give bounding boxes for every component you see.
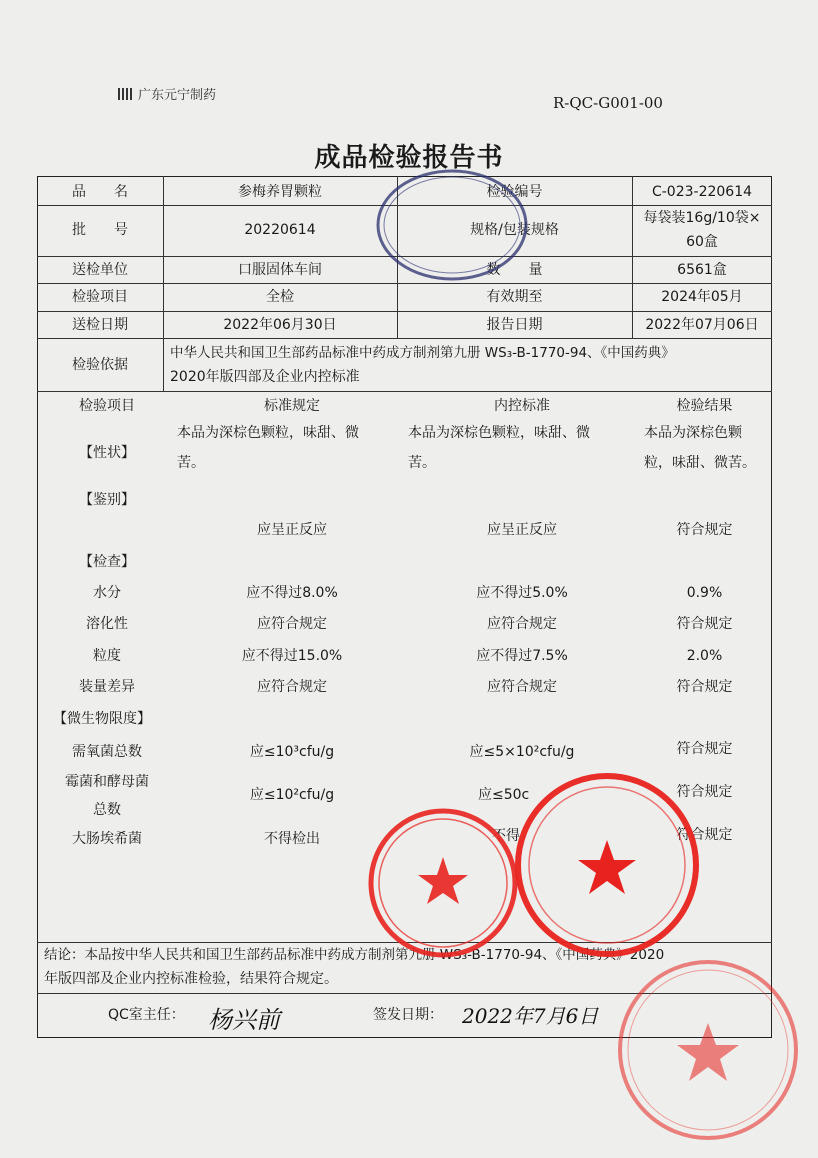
company-logo (118, 84, 216, 103)
issue-date-handwritten: 2022年7月6日 (462, 1004, 599, 1028)
micro-row-int: 应≤50c (478, 787, 530, 803)
micro-row-name-line2: 总数 (93, 802, 121, 818)
row-divider (37, 256, 772, 257)
row-divider (37, 205, 772, 206)
micro-row-name: 需氧菌总数 (72, 744, 142, 760)
micro-row-res: 符合规定 (676, 741, 733, 757)
report-date-value: 2022年07月06日 (645, 317, 759, 333)
batch-value: 20220614 (244, 222, 316, 238)
inspection-row-res: 2.0% (686, 648, 723, 664)
document-number: R-QC-G001-00 (553, 94, 663, 112)
basis-line1: 中华人民共和国卫生部药品标准中药成方制剂第九册 WS₃-B-1770-94、《中国药典》 (170, 345, 675, 361)
conclusion-line1: 结论：本品按中华人民共和国卫生部药品标准中药成方制剂第九册 WS₃-B-1770-94、《中国药典》2020 (44, 947, 665, 963)
item-label: 检验项目 (72, 289, 128, 305)
row-divider (37, 283, 772, 284)
micro-row-int: 应≤5×10²cfu/g (469, 744, 575, 760)
dept-value: 口服固体车间 (238, 262, 322, 278)
expiry-value: 2024年05月 (661, 289, 743, 305)
page-title: 成品检验报告书 (314, 143, 504, 173)
section-appearance: 【性状】 (79, 445, 135, 461)
report-no-label: 检验编号 (486, 184, 543, 200)
header-internal: 内控标准 (494, 398, 550, 414)
inspection-row-std: 应符合规定 (257, 679, 327, 695)
identification-res: 符合规定 (676, 522, 733, 538)
qc-signature: 杨兴前 (208, 1006, 280, 1034)
appearance-int-line1: 本品为深棕色颗粒，味甜、微 (408, 425, 590, 441)
submit-date-value: 2022年06月30日 (223, 317, 337, 333)
dept-label: 送检单位 (72, 262, 128, 278)
appearance-int-line2: 苦。 (408, 455, 436, 471)
spec-label: 规格/包装规格 (470, 222, 559, 238)
report-date-label: 报告日期 (486, 317, 543, 333)
spec-value-line2: 60盒 (686, 234, 718, 250)
product-name-value: 参梅养胃颗粒 (238, 184, 322, 200)
issue-label: 签发日期： (373, 1007, 443, 1023)
report-no-value: C-023-220614 (651, 184, 753, 200)
appearance-res-line2: 粒，味甜、微苦。 (644, 455, 756, 471)
batch-label: 批 号 (72, 222, 128, 238)
identification-std: 应呈正反应 (257, 522, 327, 538)
inspection-row-int: 应不得过7.5% (476, 648, 568, 664)
inspection-row-int: 应符合规定 (487, 616, 557, 632)
logo-icon (118, 88, 132, 100)
item-value: 全检 (266, 289, 294, 305)
appearance-std-line2: 苦。 (177, 455, 205, 471)
qty-label: 数 量 (486, 262, 543, 278)
inspection-row-name: 溶化性 (86, 616, 128, 632)
basis-line2: 2020年版四部及企业内控标准 (170, 369, 360, 385)
inspection-row-res: 符合规定 (676, 616, 733, 632)
inspection-row-std: 应不得过8.0% (246, 585, 338, 601)
section-identification: 【鉴别】 (79, 492, 135, 508)
section-inspection: 【检查】 (79, 554, 135, 570)
submit-date-label: 送检日期 (72, 317, 128, 333)
section-micro: 【微生物限度】 (53, 711, 151, 727)
product-name-label: 品 名 (72, 184, 128, 200)
basis-label: 检验依据 (72, 357, 128, 373)
micro-row-res: 符合规定 (676, 827, 733, 843)
inspection-row-int: 应符合规定 (487, 679, 557, 695)
header-result: 检验结果 (676, 398, 733, 414)
row-divider (37, 942, 772, 943)
row-divider (37, 338, 772, 339)
expiry-label: 有效期至 (486, 289, 543, 305)
row-divider (37, 391, 772, 392)
micro-row-res: 符合规定 (676, 784, 733, 800)
qc-label: QC室主任： (108, 1007, 185, 1023)
inspection-row-name: 装量差异 (79, 679, 135, 695)
appearance-res-line1: 本品为深棕色颗 (644, 425, 742, 441)
qty-value: 6561盒 (677, 262, 727, 278)
micro-row-name: 大肠埃希菌 (72, 831, 142, 847)
inspection-row-std: 应符合规定 (257, 616, 327, 632)
micro-row-std: 不得检出 (264, 831, 320, 847)
spec-value-line1: 每袋装16g/10袋× (643, 210, 761, 226)
conclusion-line2: 年版四部及企业内控标准检验，结果符合规定。 (44, 971, 338, 987)
inspection-row-res: 符合规定 (676, 679, 733, 695)
identification-int: 应呈正反应 (487, 522, 557, 538)
inspection-row-name: 水分 (93, 585, 121, 601)
inspection-row-int: 应不得过5.0% (476, 585, 568, 601)
inspection-row-name: 粒度 (93, 648, 121, 664)
appearance-std-line1: 本品为深棕色颗粒，味甜、微 (177, 425, 359, 441)
column-divider (163, 176, 164, 391)
micro-row-std: 应≤10²cfu/g (249, 787, 335, 803)
header-item: 检验项目 (79, 398, 135, 414)
micro-row-name-line1: 霉菌和酵母菌 (65, 774, 149, 790)
micro-row-std: 应≤10³cfu/g (249, 744, 335, 760)
row-divider (37, 311, 772, 312)
company-logo-text: 广东元宁制药 (138, 88, 217, 103)
micro-row-int: 不得 (492, 828, 520, 844)
header-standard: 标准规定 (264, 398, 320, 414)
inspection-row-std: 应不得过15.0% (241, 648, 343, 664)
row-divider (37, 993, 772, 994)
inspection-row-res: 0.9% (686, 585, 723, 601)
